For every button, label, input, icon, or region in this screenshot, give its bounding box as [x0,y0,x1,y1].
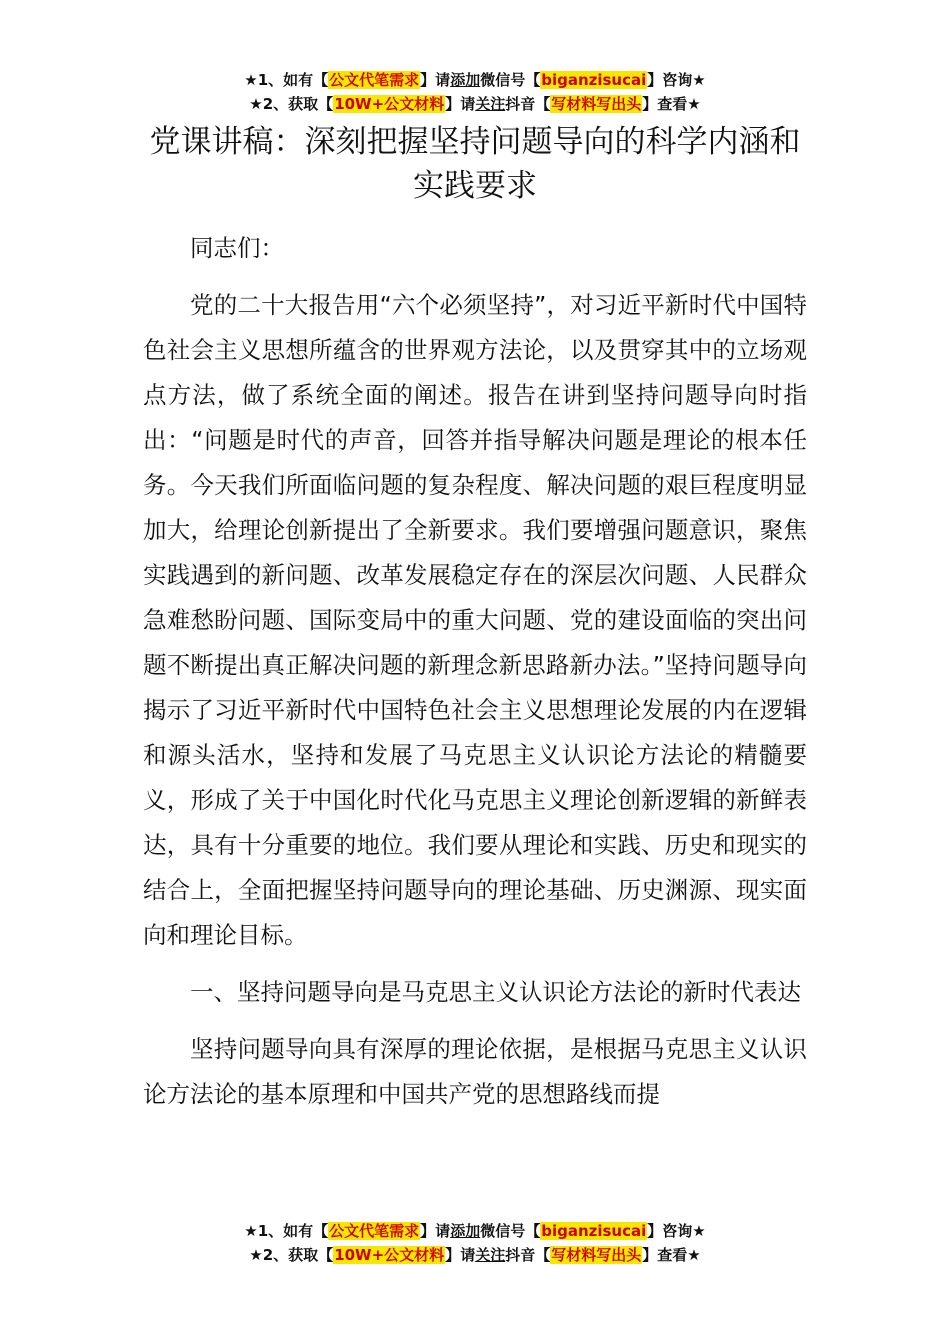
banner-line-1: ★1、如有【公文代笔需求】请添加微信号【biganzisucai】咨询★ [244,1222,706,1240]
highlight-service: 公文代笔需求 [329,71,420,89]
highlight-wechat-id: biganzisucai [541,1222,647,1240]
banner-line-1: ★1、如有【公文代笔需求】请添加微信号【biganzisucai】咨询★ [244,71,706,89]
header-banner [0,68,950,116]
highlight-douyin: 写材料写出头 [551,1246,642,1264]
highlight-service: 公文代笔需求 [329,1222,420,1240]
highlight-wechat-id: biganzisucai [541,71,647,89]
section-heading: 一、坚持问题导向是马克思主义认识论方法论的新时代表达 [190,978,801,1006]
paragraph: 坚持问题导向具有深厚的理论依据，是根据马克思主义认识论方法论的基本原理和中国共产党的思想路线而提 [143,1035,807,1108]
salutation: 同志们： [190,234,284,262]
document-title: 党课讲稿：深刻把握坚持问题导向的科学内涵和实践要求 [149,124,801,204]
banner-line-2: ★2、获取【10W+公文材料】请关注抖音【写材料写出头】查看★ [249,1246,701,1264]
paragraph: 党的二十大报告用“六个必须坚持”，对习近平新时代中国特色社会主义思想所蕴含的世界观方法论，以及贯穿其中的立场观点方法，做了系统全面的阐述。报告在讲到坚持问题导向时指出：“问题是时代的声音，回答并指导解决问题是理论的根本任务。今天我们所面临问题的复杂程度、解决问题的艰巨程度明显加大，给理论创新提出了全新要求。我们要增强问题意识，聚焦实践遇到的新问题、改革发展稳定存在的深层次问题、人民群众急难愁盼问题、国际变局中的重大问题、党的建设面临的突出问题不断提出真正解决问题的新理念新思路新办法。”坚持问题导向揭示了习近平新时代中国特色社会主义思想理论发展的内在逻辑和源头活水，坚持和发展了马克思主义认识论方法论的精髓要义，形成了关于中国化时代化马克思主义理论创新逻辑的新鲜表达，具有十分重要的地位。我们要从理论和实践、历史和现实的结合上，全面把握坚持问题导向的理论基础、历史渊源、现实面向和理论目标。 [143,291,807,949]
highlight-materials: 10W+公文材料 [334,95,445,113]
highlight-douyin: 写材料写出头 [551,95,642,113]
highlight-materials: 10W+公文材料 [334,1246,445,1264]
document-body [143,226,807,1129]
footer-banner [0,1219,950,1267]
banner-line-2: ★2、获取【10W+公文材料】请关注抖音【写材料写出头】查看★ [249,95,701,113]
